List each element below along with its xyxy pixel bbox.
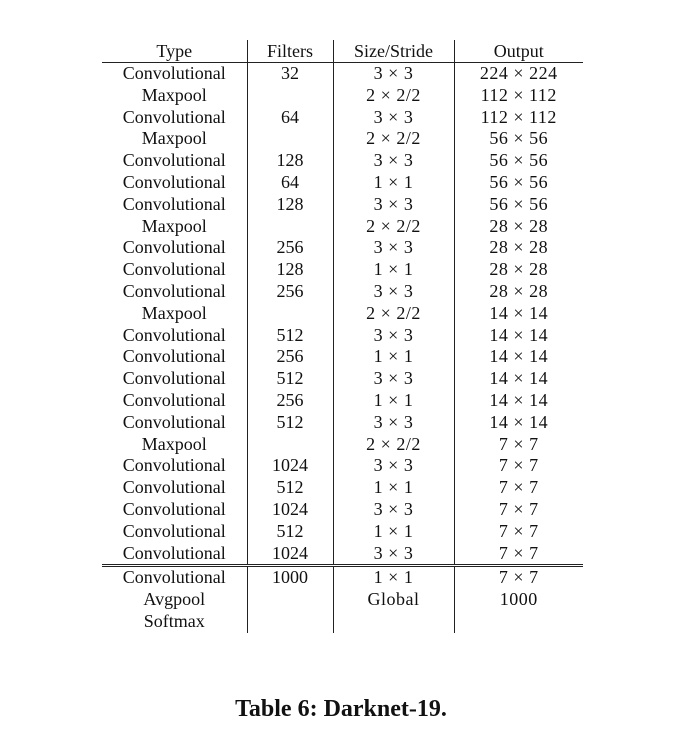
cell-type: Softmax bbox=[143, 610, 205, 631]
cell-size-stride: 3 × 3 bbox=[333, 194, 454, 216]
header-size-stride: Size/Stride bbox=[333, 40, 454, 63]
cell-filters: 256 bbox=[247, 346, 333, 368]
table-row bbox=[102, 455, 583, 477]
cell-output: 14 × 14 bbox=[454, 412, 583, 434]
cell-type: Convolutional bbox=[122, 346, 226, 367]
cell-filters: 1024 bbox=[247, 455, 333, 477]
cell-size-stride: 3 × 3 bbox=[333, 107, 454, 129]
header-type: Type bbox=[102, 40, 247, 63]
cell-size-stride: 3 × 3 bbox=[333, 543, 454, 566]
cell-filters: 32 bbox=[247, 63, 333, 85]
cell-size-stride: 3 × 3 bbox=[333, 237, 454, 259]
cell-size-stride: 1 × 1 bbox=[333, 172, 454, 194]
table-row bbox=[102, 216, 583, 238]
darknet-19-table bbox=[102, 40, 583, 633]
table-row bbox=[102, 589, 583, 611]
table-body-classifier bbox=[102, 566, 583, 633]
cell-size-stride: 2 × 2/2 bbox=[333, 85, 454, 107]
cell-type: Convolutional bbox=[122, 520, 226, 541]
table-row bbox=[102, 543, 583, 566]
cell-type: Maxpool bbox=[141, 215, 207, 236]
cell-type: Convolutional bbox=[122, 411, 226, 432]
table-row bbox=[102, 566, 583, 589]
cell-type: Convolutional bbox=[122, 171, 226, 192]
cell-output: 14 × 14 bbox=[454, 303, 583, 325]
cell-filters: 256 bbox=[247, 281, 333, 303]
cell-output: 7 × 7 bbox=[454, 477, 583, 499]
cell-output: 28 × 28 bbox=[454, 259, 583, 281]
cell-filters: 512 bbox=[247, 477, 333, 499]
cell-filters: 512 bbox=[247, 325, 333, 347]
cell-filters: 1000 bbox=[247, 566, 333, 589]
table-row bbox=[102, 346, 583, 368]
cell-size-stride: 3 × 3 bbox=[333, 455, 454, 477]
cell-filters bbox=[247, 434, 333, 456]
table-row bbox=[102, 150, 583, 172]
table-row bbox=[102, 259, 583, 281]
table-row bbox=[102, 281, 583, 303]
cell-output: 14 × 14 bbox=[454, 368, 583, 390]
cell-size-stride: 2 × 2/2 bbox=[333, 434, 454, 456]
cell-type: Convolutional bbox=[122, 259, 226, 280]
header-filters: Filters bbox=[247, 40, 333, 63]
cell-output: 112 × 112 bbox=[454, 107, 583, 129]
cell-type: Convolutional bbox=[122, 280, 226, 301]
cell-filters bbox=[247, 303, 333, 325]
cell-type: Maxpool bbox=[141, 84, 207, 105]
table-body-layers bbox=[102, 63, 583, 566]
table-row bbox=[102, 521, 583, 543]
cell-size-stride: 2 × 2/2 bbox=[333, 216, 454, 238]
cell-output: 14 × 14 bbox=[454, 325, 583, 347]
cell-filters: 128 bbox=[247, 194, 333, 216]
cell-filters: 64 bbox=[247, 172, 333, 194]
cell-filters: 1024 bbox=[247, 499, 333, 521]
cell-type: Convolutional bbox=[122, 455, 226, 476]
cell-output: 56 × 56 bbox=[454, 194, 583, 216]
cell-size-stride: 1 × 1 bbox=[333, 566, 454, 589]
table-row bbox=[102, 434, 583, 456]
cell-size-stride bbox=[333, 611, 454, 633]
table-row bbox=[102, 390, 583, 412]
cell-size-stride: 2 × 2/2 bbox=[333, 303, 454, 325]
table-row bbox=[102, 611, 583, 633]
cell-type: Convolutional bbox=[122, 542, 226, 563]
cell-type: Convolutional bbox=[122, 477, 226, 498]
cell-filters: 1024 bbox=[247, 543, 333, 566]
cell-type: Convolutional bbox=[102, 566, 247, 589]
table-row bbox=[102, 412, 583, 434]
table-row bbox=[102, 237, 583, 259]
cell-size-stride: 2 × 2/2 bbox=[333, 128, 454, 150]
cell-output: 56 × 56 bbox=[454, 172, 583, 194]
cell-size-stride: 1 × 1 bbox=[333, 346, 454, 368]
cell-output: 14 × 14 bbox=[454, 390, 583, 412]
cell-size-stride: Global bbox=[333, 589, 454, 611]
cell-filters: 512 bbox=[247, 521, 333, 543]
cell-output: 56 × 56 bbox=[454, 128, 583, 150]
cell-size-stride: 1 × 1 bbox=[333, 521, 454, 543]
cell-type: Convolutional bbox=[122, 193, 226, 214]
cell-filters: 256 bbox=[247, 390, 333, 412]
cell-type: Convolutional bbox=[122, 237, 226, 258]
cell-filters: 512 bbox=[247, 368, 333, 390]
caption-title: Darknet-19. bbox=[323, 696, 447, 722]
table-row bbox=[102, 128, 583, 150]
table-row bbox=[102, 499, 583, 521]
cell-output: 112 × 112 bbox=[454, 85, 583, 107]
darknet-table-container bbox=[102, 40, 583, 633]
cell-type: Maxpool bbox=[141, 128, 207, 149]
cell-output: 28 × 28 bbox=[454, 237, 583, 259]
cell-filters bbox=[247, 589, 333, 611]
cell-output: 224 × 224 bbox=[454, 63, 583, 85]
cell-output bbox=[454, 611, 583, 633]
cell-type: Maxpool bbox=[141, 302, 207, 323]
cell-output: 7 × 7 bbox=[454, 434, 583, 456]
cell-type: Maxpool bbox=[141, 433, 207, 454]
table-row bbox=[102, 303, 583, 325]
table-caption bbox=[0, 696, 682, 723]
cell-size-stride: 3 × 3 bbox=[333, 325, 454, 347]
cell-size-stride: 3 × 3 bbox=[333, 412, 454, 434]
table-row bbox=[102, 477, 583, 499]
cell-filters: 256 bbox=[247, 237, 333, 259]
cell-type: Convolutional bbox=[122, 63, 226, 83]
table-row bbox=[102, 172, 583, 194]
cell-output: 28 × 28 bbox=[454, 281, 583, 303]
cell-type: Avgpool bbox=[143, 589, 206, 610]
cell-type: Convolutional bbox=[122, 150, 226, 171]
cell-size-stride: 1 × 1 bbox=[333, 259, 454, 281]
cell-filters: 128 bbox=[247, 150, 333, 172]
cell-size-stride: 3 × 3 bbox=[333, 281, 454, 303]
table-row bbox=[102, 325, 583, 347]
cell-filters bbox=[247, 85, 333, 107]
caption-label: Table 6: bbox=[235, 696, 318, 722]
cell-output: 14 × 14 bbox=[454, 346, 583, 368]
cell-size-stride: 1 × 1 bbox=[333, 390, 454, 412]
cell-size-stride: 3 × 3 bbox=[333, 150, 454, 172]
cell-output: 1000 bbox=[454, 589, 583, 611]
cell-output: 7 × 7 bbox=[454, 499, 583, 521]
cell-type: Convolutional bbox=[122, 324, 226, 345]
cell-filters: 64 bbox=[247, 107, 333, 129]
table-header bbox=[102, 40, 583, 63]
header-row bbox=[102, 40, 583, 63]
cell-filters bbox=[247, 128, 333, 150]
cell-type: Convolutional bbox=[122, 106, 226, 127]
table-row bbox=[102, 368, 583, 390]
cell-output: 28 × 28 bbox=[454, 216, 583, 238]
cell-filters bbox=[247, 216, 333, 238]
cell-filters bbox=[247, 611, 333, 633]
table-row bbox=[102, 107, 583, 129]
cell-type: Convolutional bbox=[122, 389, 226, 410]
cell-output: 7 × 7 bbox=[454, 455, 583, 477]
cell-output: 7 × 7 bbox=[454, 543, 583, 566]
header-output: Output bbox=[454, 40, 583, 63]
cell-filters: 128 bbox=[247, 259, 333, 281]
cell-size-stride: 3 × 3 bbox=[333, 368, 454, 390]
cell-output: 56 × 56 bbox=[454, 150, 583, 172]
table-row bbox=[102, 85, 583, 107]
table-row bbox=[102, 63, 583, 85]
cell-output: 7 × 7 bbox=[454, 521, 583, 543]
cell-type: Convolutional bbox=[122, 368, 226, 389]
cell-size-stride: 1 × 1 bbox=[333, 477, 454, 499]
cell-size-stride: 3 × 3 bbox=[333, 63, 454, 85]
cell-output: 7 × 7 bbox=[454, 566, 583, 589]
cell-filters: 512 bbox=[247, 412, 333, 434]
cell-type: Convolutional bbox=[122, 498, 226, 519]
table-row bbox=[102, 194, 583, 216]
cell-size-stride: 3 × 3 bbox=[333, 499, 454, 521]
